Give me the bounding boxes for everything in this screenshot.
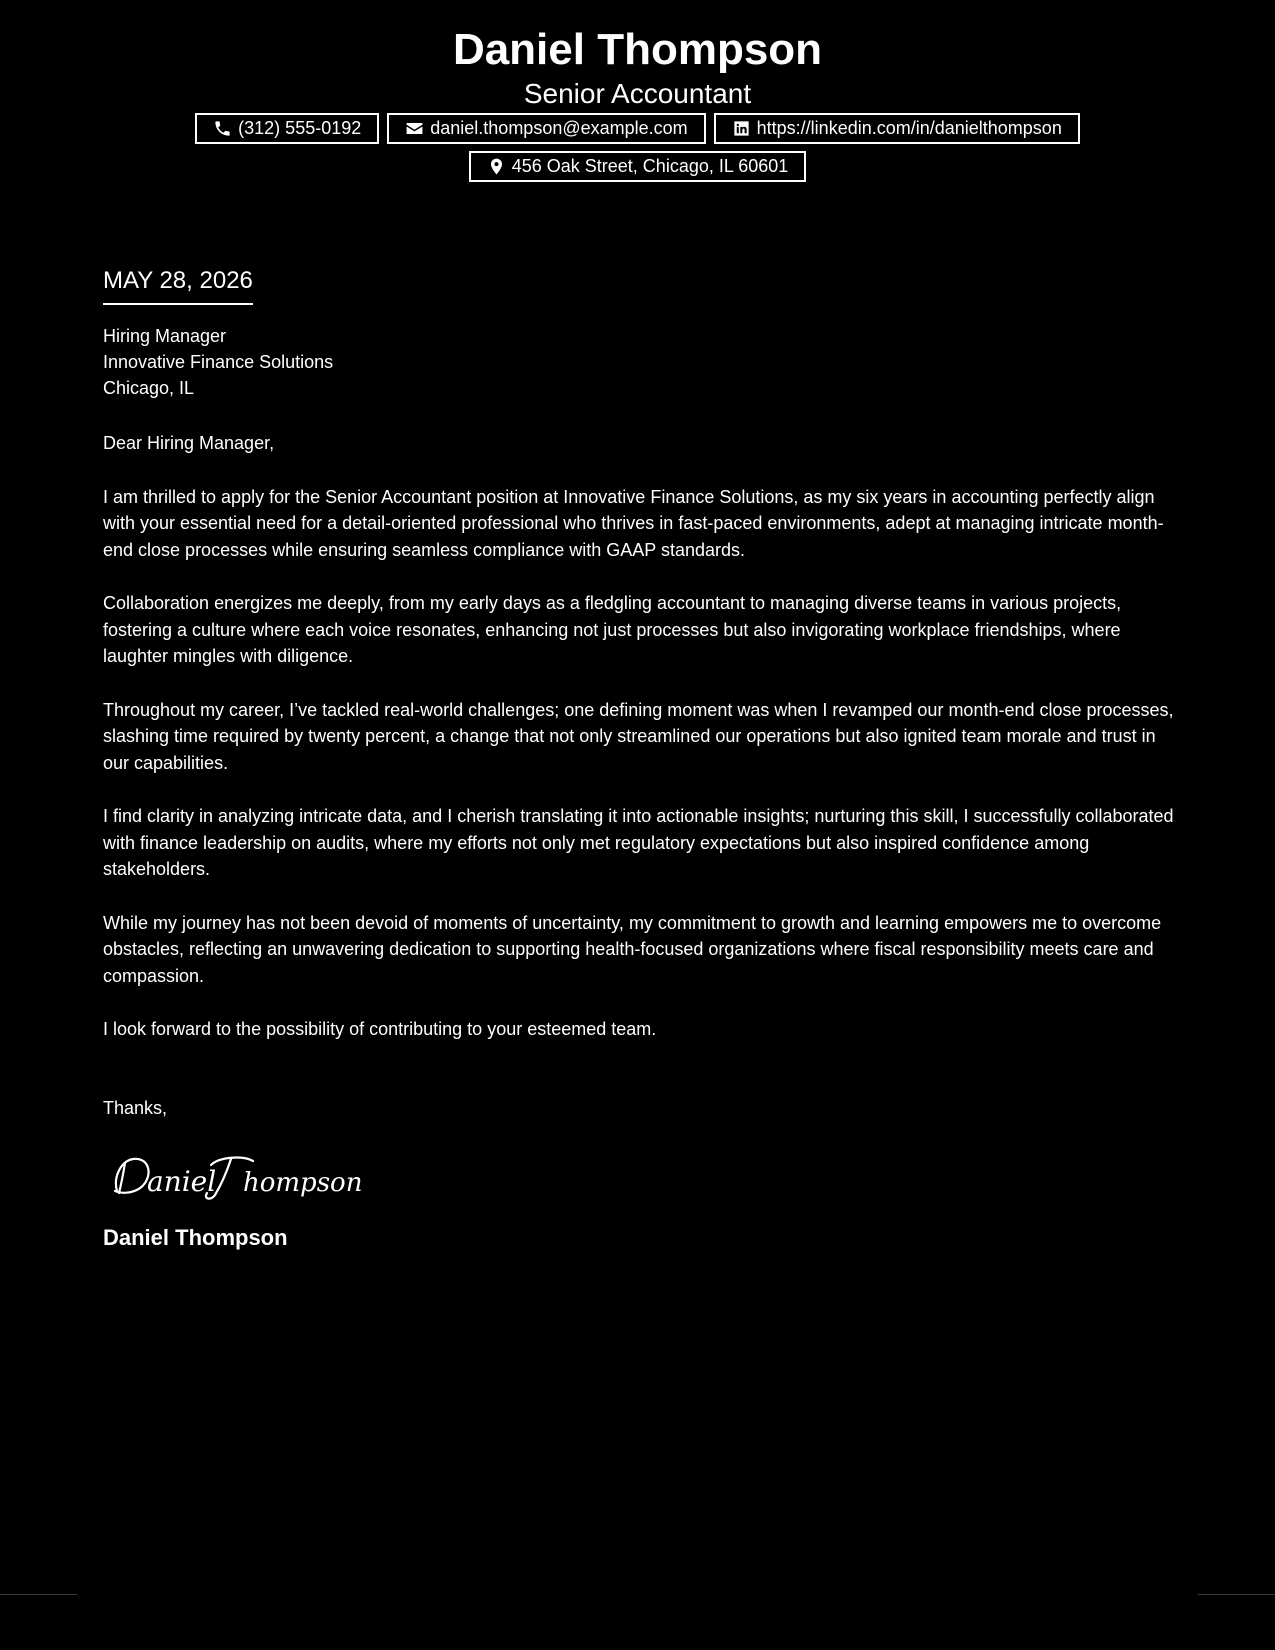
recipient-line: Chicago, IL — [103, 378, 195, 398]
body-paragraph: I find clarity in analyzing intricate data, and I cherish translating it into actionable insights; nurturing this skill, I successfully collaborated with finance leadership on audits, where my efforts not only met regulatory expectations but also inspired confidence among stakeholders. — [103, 806, 1174, 879]
recipient-line: Hiring Manager — [103, 326, 227, 346]
svg-text:aniel: aniel — [147, 1165, 217, 1198]
recipient-block — [103, 323, 1178, 401]
map-marker-icon — [487, 157, 506, 176]
letter-date: MAY 28, 2026 — [103, 266, 253, 305]
greeting: Dear Hiring Manager, — [103, 433, 275, 453]
email-text: daniel.thompson@example.com — [430, 118, 688, 138]
signature-graphic — [103, 1147, 363, 1205]
linkedin-icon — [732, 119, 751, 138]
body-paragraph: While my journey has not been devoid of moments of uncertainty, my commitment to growth and learning empowers me to overcome obstacles, reflecting an unwavering dedication to supporting health-focused organizations where fiscal responsibility meets care and compassion. — [103, 912, 1162, 986]
body-paragraph: Throughout my career, I’ve tackled real-world challenges; one defining moment was when I revamped our month-end close processes, slashing time required by twenty percent, a change that not only streamlined our operations but also ignited team morale and trust in our capabilities. — [103, 699, 1174, 773]
closing: Thanks, — [103, 1097, 168, 1118]
body-paragraph: Collaboration energizes me deeply, from my early days as a fledgling accountant to managing diverse teams in various projects, fostering a culture where each voice resonates, enhancing not just processes but also invigorating workplace friendships, where laughter mingles with diligence. — [103, 593, 1122, 666]
svg-text:hompson: hompson — [243, 1168, 363, 1198]
footer-divider — [0, 1594, 77, 1595]
signer-name: Daniel Thompson — [103, 1225, 288, 1250]
linkedin-text: https://linkedin.com/in/danielthompson — [756, 118, 1062, 138]
letter-body — [103, 266, 1178, 1252]
email-chip[interactable] — [387, 113, 705, 144]
applicant-title: Senior Accountant — [523, 78, 752, 109]
footer-divider — [1198, 1594, 1275, 1595]
contact-row-address — [0, 151, 1275, 182]
handwritten-signature — [103, 1147, 1178, 1205]
envelope-icon — [405, 119, 424, 138]
applicant-name: Daniel Thompson — [452, 25, 823, 74]
linkedin-chip[interactable] — [714, 113, 1080, 144]
letter-header — [0, 22, 1275, 110]
body-paragraph: I am thrilled to apply for the Senior Accountant position at Innovative Finance Solutions, as my six years in accounting perfectly align with your essential need for a detail-oriented professional who thrives in fast-paced environments, adept at managing intricate month-end close processes while ensuring seamless compliance with GAAP standards. — [103, 486, 1164, 560]
phone-text: (312) 555-0192 — [238, 118, 362, 138]
address-text: 456 Oak Street, Chicago, IL 60601 — [511, 156, 789, 176]
recipient-line: Innovative Finance Solutions — [103, 352, 334, 372]
contact-row — [0, 113, 1275, 144]
body-paragraph: I look forward to the possibility of contributing to your esteemed team. — [103, 1019, 657, 1039]
phone-chip[interactable] — [195, 113, 379, 144]
phone-icon — [213, 119, 232, 138]
address-chip[interactable] — [469, 151, 807, 182]
